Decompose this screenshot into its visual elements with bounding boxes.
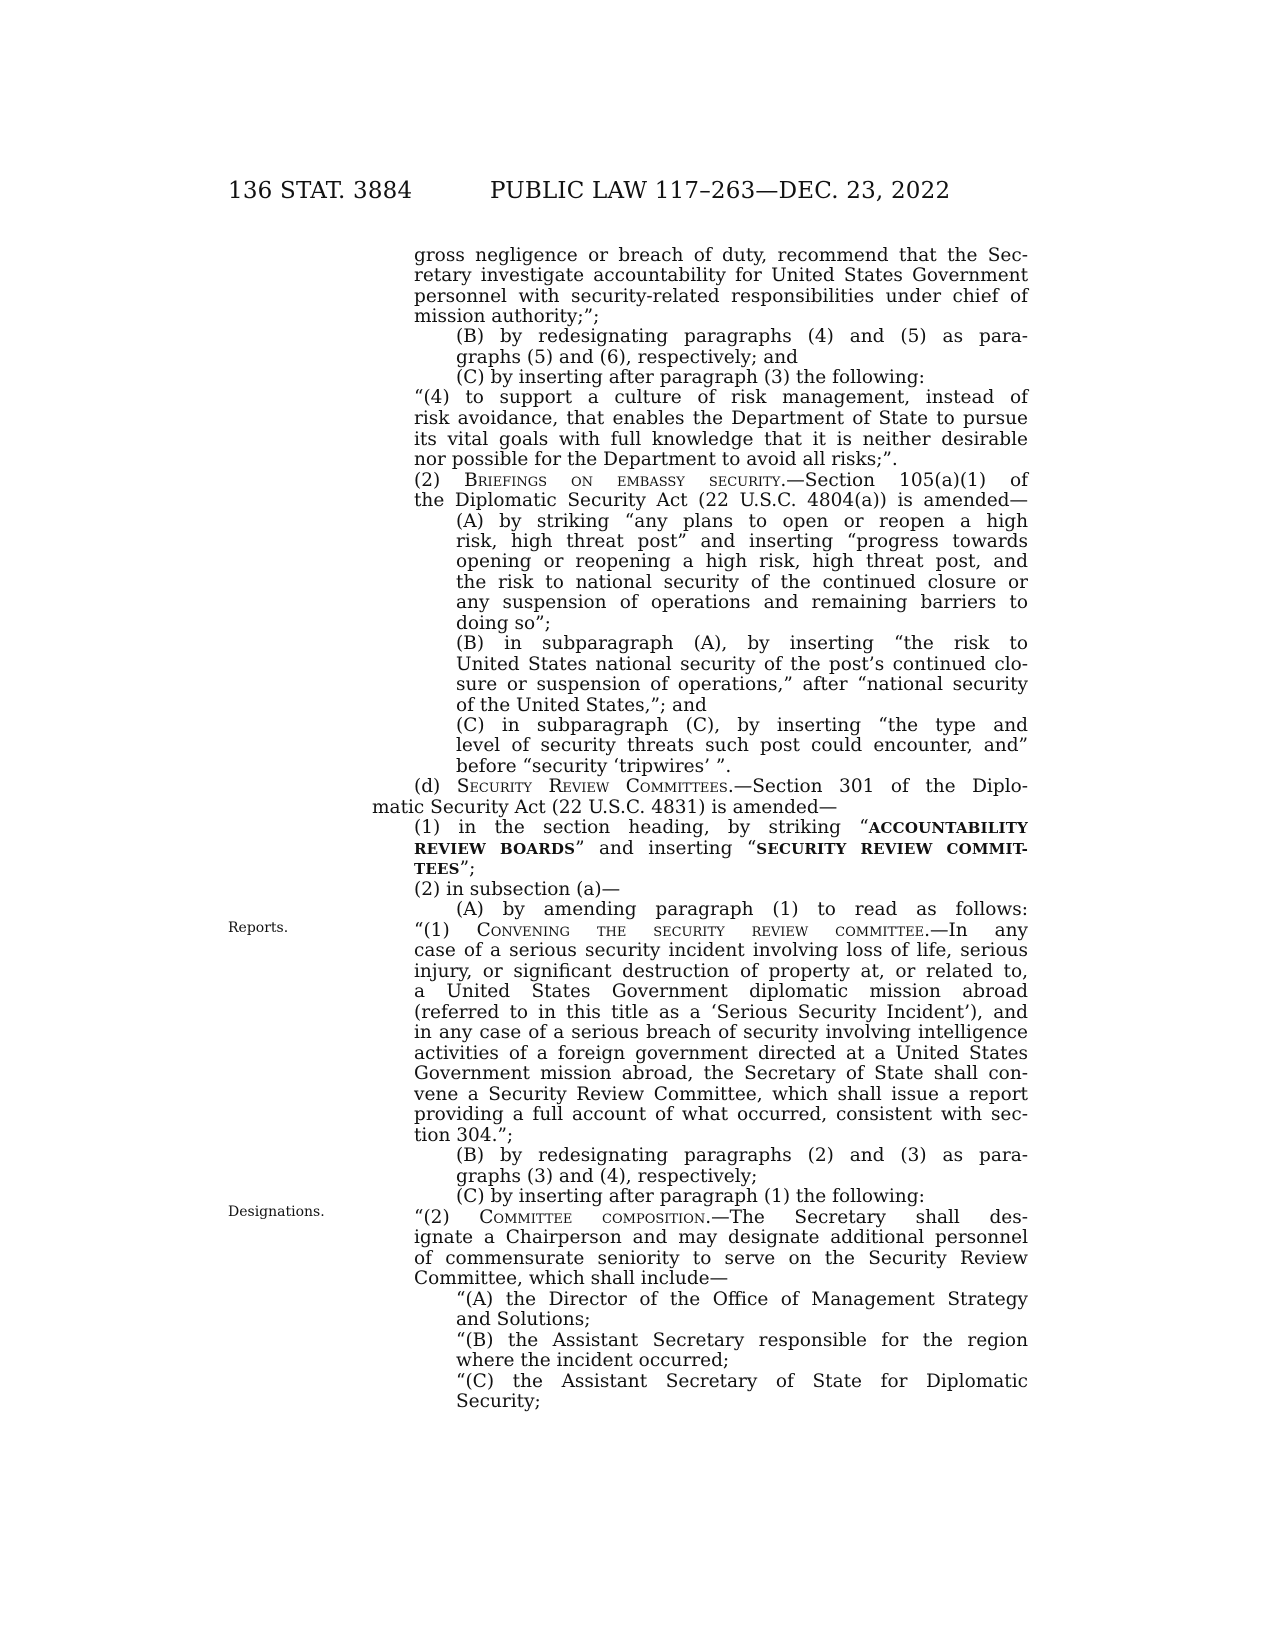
- text-line: [414, 1085, 1028, 1105]
- text-line: [414, 839, 1028, 859]
- text-segment: .—Section 301 of the Diplo-: [727, 776, 1028, 797]
- text-segment: (B) in subparagraph (A), by inserting “the risk to: [456, 633, 1028, 654]
- text-segment: ignate a Chairperson and may designate additional personnel: [414, 1227, 1028, 1248]
- text-segment: Committee, which shall include—: [414, 1268, 729, 1289]
- text-segment: and Solutions;: [456, 1309, 591, 1330]
- text-line: [456, 1290, 1028, 1310]
- text-segment: where the incident occurred;: [456, 1350, 730, 1371]
- text-line: [456, 1351, 729, 1371]
- text-segment: risk avoidance, that enables the Department of State to pursue: [414, 408, 1028, 429]
- text-line: [414, 1044, 1028, 1064]
- small-caps-heading: Committee composition: [479, 1207, 706, 1228]
- text-line: [414, 491, 1028, 511]
- text-line: [456, 614, 551, 634]
- text-line: [414, 246, 1028, 266]
- text-segment: before “security ‘tripwires’ ”.: [456, 756, 732, 777]
- text-segment: mission authority;”;: [414, 306, 600, 327]
- text-line: [456, 327, 1028, 347]
- text-line: [456, 736, 1028, 756]
- text-line: [414, 1023, 1028, 1043]
- text-line: [456, 757, 731, 777]
- text-segment: ”;: [459, 858, 476, 879]
- text-segment: risk, high threat post” and inserting “progress towards: [456, 531, 1028, 552]
- text-segment: (A) by striking “any plans to open or reopen a high: [456, 511, 1028, 532]
- text-segment: (C) by inserting after paragraph (1) the following:: [456, 1186, 925, 1207]
- text-line: [414, 307, 599, 327]
- text-line: [456, 1331, 1028, 1351]
- text-segment: .—In any: [924, 920, 1028, 941]
- statute-page-number: 136 STAT. 3884: [228, 178, 413, 204]
- text-line: [414, 430, 1028, 450]
- text-segment: in any case of a serious breach of security involving intelligence: [414, 1022, 1028, 1043]
- bold-caps-text: ACCOUNTABILITY: [868, 819, 1028, 837]
- text-segment: (2) in subsection (a)—: [414, 879, 621, 900]
- text-segment: gross negligence or breach of duty, recommend that the Sec-: [414, 245, 1028, 266]
- text-segment: the risk to national security of the continued closure or: [456, 572, 1028, 593]
- text-line: [414, 450, 898, 470]
- text-line: [456, 716, 1028, 736]
- text-line: [414, 982, 1028, 1002]
- text-segment: personnel with security-related responsibilities under chief of: [414, 286, 1028, 307]
- text-segment: “(A) the Director of the Office of Management Strategy: [456, 1289, 1028, 1310]
- text-segment: (B) by redesignating paragraphs (4) and (5) as para-: [456, 326, 1028, 347]
- text-line: [414, 1003, 1028, 1023]
- text-segment: (B) by redesignating paragraphs (2) and (3) as para-: [456, 1145, 1028, 1166]
- text-line: [456, 512, 1028, 532]
- text-line: [456, 1187, 925, 1207]
- text-segment: “(1): [414, 920, 477, 941]
- text-segment: (1) in the section heading, by striking “: [414, 817, 869, 838]
- text-segment: “(2): [414, 1207, 480, 1228]
- bold-caps-text: REVIEW BOARDS: [414, 840, 576, 858]
- text-segment: Security;: [456, 1391, 541, 1412]
- text-line: [456, 348, 798, 368]
- text-line: [456, 368, 925, 388]
- text-line: [456, 532, 1028, 552]
- text-segment: .—Section 105(a)(1) of: [780, 470, 1028, 491]
- text-segment: graphs (3) and (4), respectively;: [456, 1166, 758, 1187]
- text-line: [456, 696, 707, 716]
- text-line: [372, 798, 837, 818]
- text-segment: United States national security of the post’s continued clo-: [456, 654, 1028, 675]
- public-law-title: PUBLIC LAW 117–263—DEC. 23, 2022: [490, 178, 951, 204]
- text-segment: (2): [414, 470, 465, 491]
- text-line: [414, 388, 1028, 408]
- text-line: [414, 1064, 1028, 1084]
- text-segment: injury, or significant destruction of property at, or related to,: [414, 961, 1028, 982]
- text-line: [414, 777, 1028, 797]
- text-segment: graphs (5) and (6), respectively; and: [456, 347, 799, 368]
- text-line: [456, 1167, 757, 1187]
- text-segment: (referred to in this title as a ‘Serious Security Incident’), and: [414, 1002, 1028, 1023]
- text-segment: (d): [414, 776, 457, 797]
- small-caps-heading: Convening the security review committee: [476, 920, 925, 941]
- text-line: [414, 880, 620, 900]
- text-line: [456, 552, 1028, 572]
- text-line: [414, 1249, 1028, 1269]
- text-segment: sure or suspension of operations,” after “national security: [456, 674, 1028, 695]
- text-segment: .—The Secretary shall des-: [705, 1207, 1028, 1228]
- text-line: [456, 655, 1028, 675]
- text-line: [456, 593, 1028, 613]
- margin-note-reports: Reports.: [228, 920, 289, 936]
- text-line: [456, 1392, 541, 1412]
- text-line: [414, 818, 1028, 838]
- text-line: [414, 1228, 1028, 1248]
- text-line: [414, 287, 1028, 307]
- text-segment: matic Security Act (22 U.S.C. 4831) is amended—: [372, 797, 838, 818]
- text-segment: activities of a foreign government directed at a United States: [414, 1043, 1028, 1064]
- text-segment: “(4) to support a culture of risk management, instead of: [414, 387, 1028, 408]
- text-segment: its vital goals with full knowledge that it is neither desirable: [414, 429, 1028, 450]
- text-line: [456, 675, 1028, 695]
- text-line: [414, 1208, 1028, 1228]
- text-segment: the Diplomatic Security Act (22 U.S.C. 4804(a)) is amended—: [414, 490, 1028, 511]
- text-segment: of the United States,”; and: [456, 695, 707, 716]
- text-segment: Government mission abroad, the Secretary of State shall con-: [414, 1063, 1028, 1084]
- text-line: [456, 1146, 1028, 1166]
- text-segment: any suspension of operations and remaining barriers to: [456, 592, 1028, 613]
- text-line: [456, 573, 1028, 593]
- text-segment: “(C) the Assistant Secretary of State for Diplomatic: [456, 1371, 1028, 1392]
- text-line: [414, 1126, 513, 1146]
- text-line: [414, 962, 1028, 982]
- text-line: [456, 900, 1028, 920]
- text-line: [414, 921, 1028, 941]
- text-segment: tion 304.”;: [414, 1125, 514, 1146]
- page-header: [0, 178, 1275, 218]
- text-line: [414, 471, 1028, 491]
- small-caps-heading: Security Review Committees: [456, 776, 728, 797]
- text-segment: retary investigate accountability for United States Government: [414, 265, 1028, 286]
- text-segment: of commensurate seniority to serve on the Security Review: [414, 1248, 1028, 1269]
- text-segment: (C) by inserting after paragraph (3) the following:: [456, 367, 925, 388]
- text-segment: doing so”;: [456, 613, 551, 634]
- bold-caps-text: SECURITY REVIEW COMMIT-: [756, 840, 1028, 858]
- small-caps-heading: Briefings on embassy security: [464, 470, 781, 491]
- text-segment: (A) by amending paragraph (1) to read as follows:: [456, 899, 1028, 920]
- text-segment: a United States Government diplomatic mission abroad: [414, 981, 1028, 1002]
- bold-caps-text: TEES: [414, 860, 460, 878]
- text-segment: nor possible for the Department to avoid all risks;”.: [414, 449, 898, 470]
- text-line: [456, 1310, 590, 1330]
- text-segment: (C) in subparagraph (C), by inserting “the type and: [456, 715, 1028, 736]
- text-segment: opening or reopening a high risk, high threat post, and: [456, 551, 1028, 572]
- text-segment: case of a serious security incident involving loss of life, serious: [414, 940, 1028, 961]
- text-segment: “(B) the Assistant Secretary responsible for the region: [456, 1330, 1028, 1351]
- text-segment: ” and inserting “: [575, 838, 757, 859]
- text-line: [456, 634, 1028, 654]
- text-line: [414, 859, 475, 879]
- text-line: [414, 409, 1028, 429]
- text-line: [456, 1372, 1028, 1392]
- margin-note-designations: Designations.: [228, 1204, 325, 1220]
- text-line: [414, 1105, 1028, 1125]
- text-line: [414, 941, 1028, 961]
- text-line: [414, 1269, 728, 1289]
- text-segment: vene a Security Review Committee, which shall issue a report: [414, 1084, 1028, 1105]
- text-segment: providing a full account of what occurred, consistent with sec-: [414, 1104, 1028, 1125]
- text-line: [414, 266, 1028, 286]
- text-segment: level of security threats such post could encounter, and”: [456, 735, 1028, 756]
